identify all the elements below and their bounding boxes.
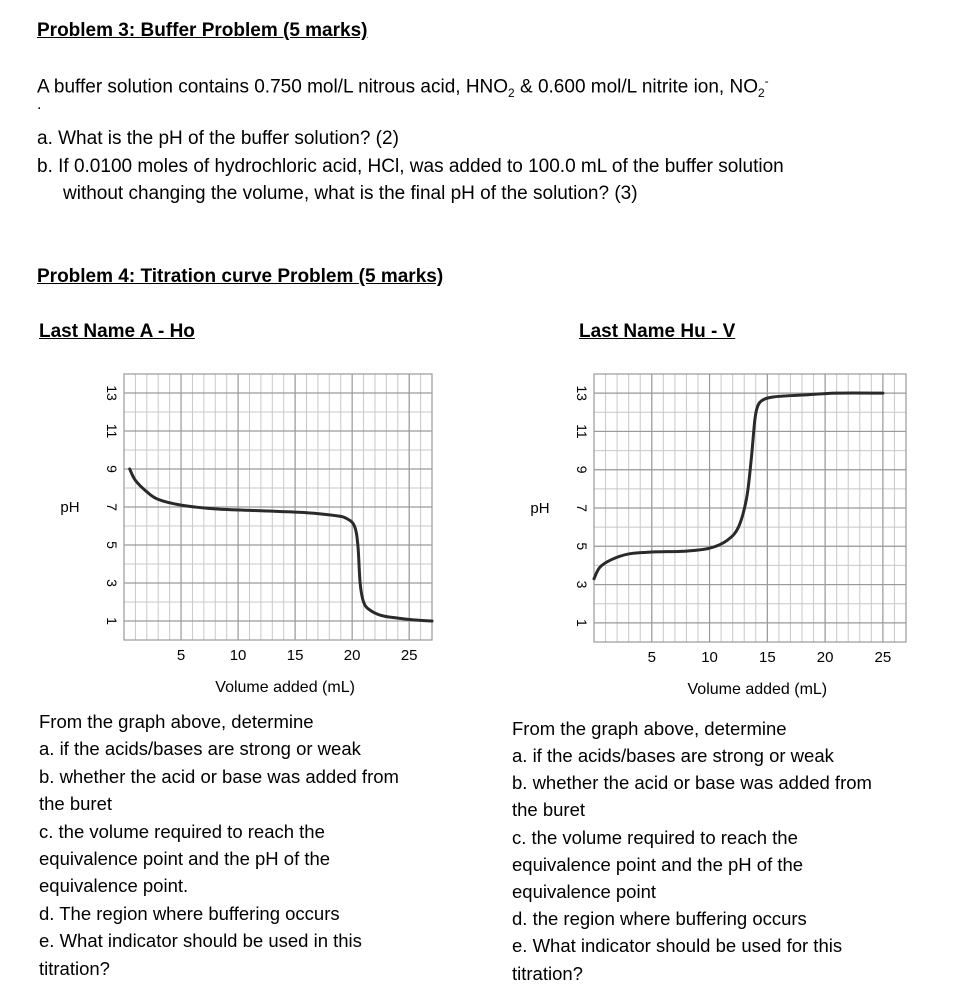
y-tick-label: 5 [104, 541, 120, 549]
x-tick-label: 10 [701, 649, 718, 666]
x-tick-label: 5 [647, 649, 656, 666]
y-tick-label: 9 [574, 465, 590, 474]
x-tick-label: 15 [286, 647, 304, 664]
y-tick-label: 7 [104, 503, 120, 511]
grid [594, 374, 906, 642]
y-tick-label: 9 [104, 465, 120, 473]
problem3-heading: Problem 3: Buffer Problem (5 marks) [37, 20, 368, 41]
titration-chart-right [490, 360, 976, 700]
grid [124, 374, 432, 640]
y-tick-label: 13 [104, 385, 120, 401]
x-tick-label: 20 [816, 649, 834, 666]
right-q-c2: equivalence point and the pH of the [512, 854, 804, 875]
right-q-c3: equivalence point [512, 881, 656, 902]
left-q-c1: c. the volume required to reach the [39, 821, 325, 842]
x-axis-label: Volume added (mL) [687, 681, 828, 698]
intro-subscript-1: 2 [508, 86, 515, 101]
x-axis-label: Volume added (mL) [215, 679, 355, 696]
y-axis-label: pH [60, 499, 80, 516]
x-tick-label: 25 [400, 647, 418, 664]
x-tick-label: 5 [176, 647, 186, 664]
stray-mark: . [37, 96, 42, 113]
right-q-a: a. if the acids/bases are strong or weak [512, 745, 834, 766]
left-q-c2: equivalence point and the pH of the [39, 848, 331, 869]
y-tick-label: 1 [574, 618, 590, 627]
intro-subscript-2: 2 [757, 86, 765, 101]
x-tick-label: 25 [874, 649, 892, 666]
titration-curve-line [594, 393, 883, 579]
left-q-b2: the buret [39, 793, 113, 814]
left-q-e2: titration? [39, 958, 110, 979]
right-group-label: Last Name Hu - V [579, 321, 736, 342]
y-tick-label: 7 [574, 504, 590, 512]
problem3-question-a: a. What is the pH of the buffer solution? (2) [37, 128, 399, 149]
x-tick-label: 10 [229, 647, 247, 664]
left-q-d: d. The region where buffering occurs [39, 903, 340, 924]
right-q-b1: b. whether the acid or base was added from [512, 772, 872, 793]
y-tick-label: 11 [104, 423, 120, 439]
left-group-label: Last Name A - Ho [39, 321, 195, 342]
right-q-c1: c. the volume required to reach the [512, 827, 798, 848]
right-q-intro: From the graph above, determine [512, 718, 787, 739]
left-q-a: a. if the acids/bases are strong or weak [39, 738, 361, 759]
y-tick-label: 1 [104, 617, 120, 625]
y-tick-label: 3 [574, 580, 590, 589]
y-tick-label: 3 [104, 579, 120, 587]
right-q-b2: the buret [512, 799, 586, 820]
problem3-intro [37, 74, 769, 100]
right-q-e2: titration? [512, 963, 583, 984]
x-tick-label: 20 [343, 647, 361, 664]
x-tick-label: 15 [758, 649, 776, 666]
left-q-e1: e. What indicator should be used in this [39, 930, 362, 951]
titration-chart-left [0, 360, 490, 700]
y-axis-label: pH [530, 500, 550, 517]
left-q-intro: From the graph above, determine [39, 711, 314, 732]
y-tick-label: 13 [574, 385, 590, 401]
problem4-heading: Problem 4: Titration curve Problem (5 marks) [37, 266, 444, 287]
y-tick-label: 11 [574, 424, 590, 439]
left-q-b1: b. whether the acid or base was added from [39, 766, 399, 787]
right-q-d: d. the region where buffering occurs [512, 908, 807, 929]
intro-superscript: - [764, 74, 769, 88]
intro-text-2: & 0.600 mol/L nitrite ion, NO [514, 76, 758, 98]
y-tick-label: 5 [574, 542, 590, 551]
problem3-question-b-line2: without changing the volume, what is the final pH of the solution? (3) [63, 183, 638, 204]
problem3-question-b-line1: b. If 0.0100 moles of hydrochloric acid, HCl, was added to 100.0 mL of the buffer solution [37, 156, 784, 177]
right-q-e1: e. What indicator should be used for this [512, 935, 843, 956]
left-q-c3: equivalence point. [39, 875, 189, 896]
intro-text-1: A buffer solution contains 0.750 mol/L nitrous acid, HNO [37, 76, 509, 98]
